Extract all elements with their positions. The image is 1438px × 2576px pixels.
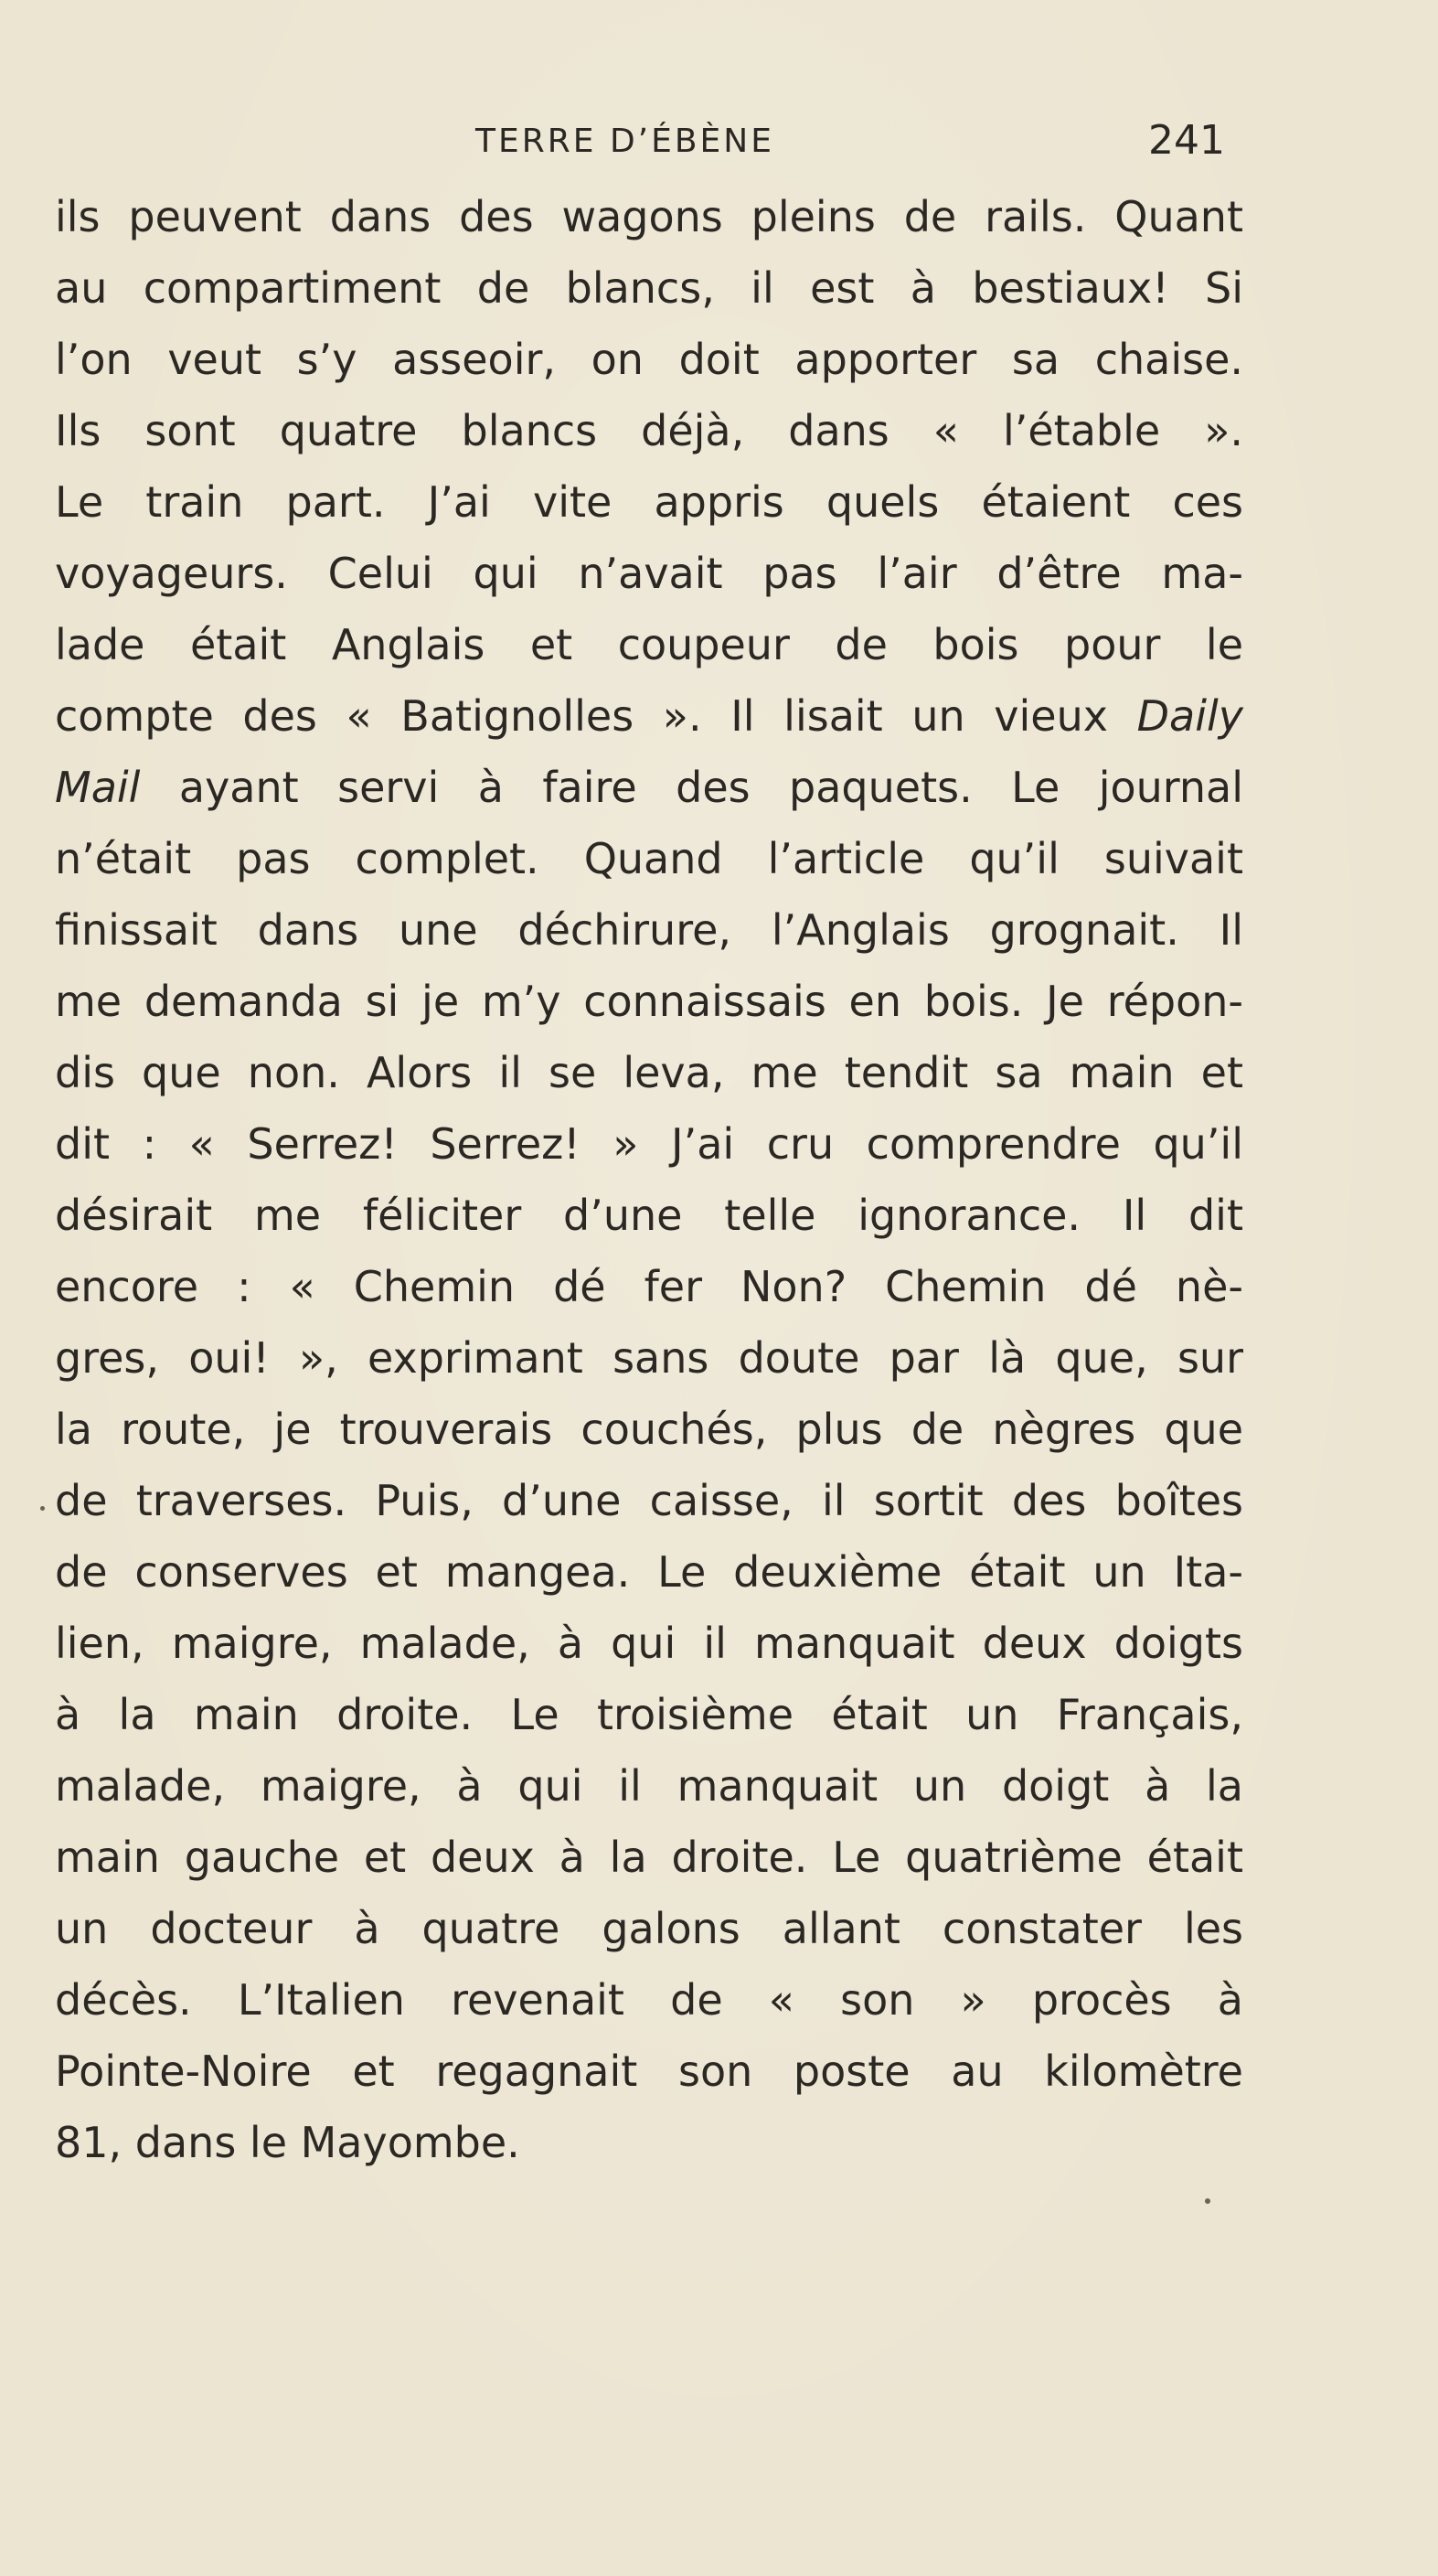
text-line: me demanda si je m’y connaissais en bois. Je répon- <box>55 977 1243 1026</box>
text-line: dis que non. Alors il se leva, me tendit sa main et <box>55 1048 1243 1097</box>
text-line: décès. L’Italien revenait de « son » procès à <box>55 1975 1243 2025</box>
text-line: malade, maigre, à qui il manquait un doigt à la <box>55 1761 1243 1811</box>
italic-newspaper-name-part2: Mail <box>55 763 141 812</box>
text-line: la route, je trouverais couchés, plus de nègres que <box>55 1405 1243 1454</box>
text-line: voyageurs. Celui qui n’avait pas l’air d’être ma- <box>55 549 1243 598</box>
text-line: de conserves et mangea. Le deuxième était un Ita- <box>55 1547 1243 1597</box>
text-line <box>55 680 1243 752</box>
text-line: encore : « Chemin dé fer Non? Chemin dé nè- <box>55 1262 1243 1311</box>
text-line: à la main droite. Le troisième était un Français, <box>55 1690 1243 1739</box>
text-line <box>55 752 1243 823</box>
text-line: désirait me féliciter d’une telle ignorance. Il dit <box>55 1191 1243 1240</box>
text-line: au compartiment de blancs, il est à bestiaux! Si <box>55 263 1243 313</box>
text-line: Ils sont quatre blancs déjà, dans « l’étable ». <box>55 406 1243 455</box>
text-line: lade était Anglais et coupeur de bois pour le <box>55 620 1243 669</box>
text-line: un docteur à quatre galons allant constater les <box>55 1904 1243 1953</box>
text-line: gres, oui! », exprimant sans doute par là que, sur <box>55 1333 1243 1383</box>
paper-speck <box>1205 2198 1210 2204</box>
paper-speck <box>40 1506 45 1511</box>
running-head <box>55 117 1243 172</box>
text-line-content: compte des « Batignolles ». Il lisait un vieux <box>55 691 1108 741</box>
body-text <box>55 181 1243 2178</box>
text-line: lien, maigre, malade, à qui il manquait deux doigts <box>55 1619 1243 1668</box>
text-line: finissait dans une déchirure, l’Anglais grognait. Il <box>55 905 1243 955</box>
text-line: dit : « Serrez! Serrez! » J’ai cru comprendre qu’il <box>55 1119 1243 1169</box>
text-line: Pointe-Noire et regagnait son poste au kilomètre <box>55 2047 1243 2096</box>
italic-newspaper-name-part1: Daily <box>1136 691 1244 741</box>
text-line: Le train part. J’ai vite appris quels étaient ces <box>55 477 1243 527</box>
running-head-title: TERRE D’ÉBÈNE <box>475 123 774 160</box>
text-line: 81, dans le Mayombe. <box>55 2118 520 2167</box>
text-line: l’on veut s’y asseoir, on doit apporter sa chaise. <box>55 335 1243 384</box>
page-number: 241 <box>1148 117 1225 164</box>
text-line: ils peuvent dans des wagons pleins de rails. Quant <box>55 192 1243 241</box>
text-line: n’était pas complet. Quand l’article qu’il suivait <box>55 834 1243 883</box>
text-line-content: ayant servi à faire des paquets. Le journal <box>178 763 1243 812</box>
text-line: main gauche et deux à la droite. Le quatrième était <box>55 1833 1243 1882</box>
text-line: de traverses. Puis, d’une caisse, il sortit des boîtes <box>55 1476 1243 1525</box>
